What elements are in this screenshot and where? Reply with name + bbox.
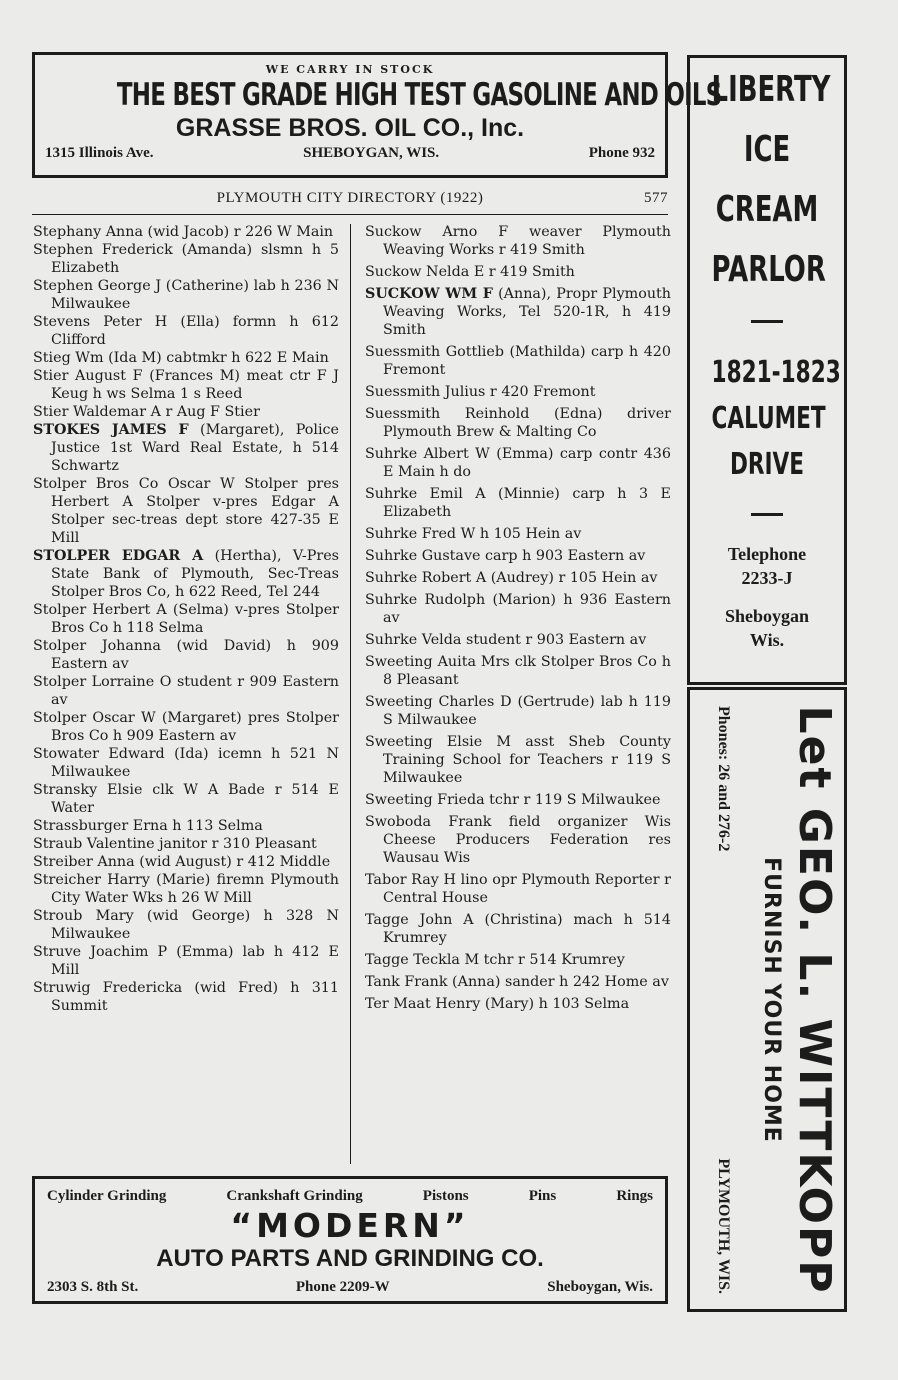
entry-text: (Hertha), V-Pres State Bank of Plymouth, Sec-Treas Stolper Bros Co, h 622 Reed, Tel 244 xyxy=(51,548,339,600)
ad-name-line: CREAM xyxy=(715,189,819,230)
directory-entry xyxy=(33,313,339,349)
ad-name-line: PARLOR xyxy=(711,249,826,290)
entry-text: Straub Valentine janitor r 310 Pleasant xyxy=(33,836,317,852)
ad-name-line: LIBERTY xyxy=(711,69,831,110)
directory-entry xyxy=(33,835,339,853)
ad-address: CALUMET xyxy=(711,401,826,436)
ad-tagline: WE CARRY IN STOCK xyxy=(265,63,435,76)
directory-entry xyxy=(365,383,671,401)
entry-text: Stolper Oscar W (Margaret) pres Stolper Bros Co h 909 Eastern av xyxy=(33,710,339,744)
entry-text: Streiber Anna (wid August) r 412 Middle xyxy=(33,854,331,870)
entry-text: (Margaret), Police Justice 1st Ward Real Estate, h 514 Schwartz xyxy=(51,422,339,474)
directory-entry xyxy=(365,263,671,281)
entry-text: Stevens Peter H (Ella) formn h 612 Clifford xyxy=(33,314,339,348)
ad-company-name: GRASSE BROS. OIL CO., Inc. xyxy=(175,114,525,142)
ad-service: Rings xyxy=(616,1188,653,1204)
entry-name-bold: SUCKOW WM F xyxy=(365,286,493,302)
entry-text: Stier August F (Frances M) meat ctr F J Keug h ws Selma 1 s Reed xyxy=(33,368,339,402)
ad-divider xyxy=(751,320,783,323)
directory-entry xyxy=(33,979,339,1015)
entry-text: Ter Maat Henry (Mary) h 103 Selma xyxy=(365,996,630,1012)
ad-headline: Let GEO. L. WITTKOPP xyxy=(789,705,840,1294)
ad-contact-line xyxy=(35,1279,665,1296)
directory-entry xyxy=(365,911,671,947)
directory-entry xyxy=(33,745,339,781)
ad-address: 1821-1823 xyxy=(711,355,841,390)
directory-entry xyxy=(33,637,339,673)
entry-text: Sweeting Elsie M asst Sheb County Training School for Teachers r 119 S Milwaukee xyxy=(365,734,671,786)
ad-phone: Phone 2209-W xyxy=(295,1279,390,1295)
ad-company-name: AUTO PARTS AND GRINDING CO. xyxy=(156,1245,544,1272)
ad-address: 1315 Illinois Ave. xyxy=(45,145,154,161)
column-divider xyxy=(350,224,351,1164)
entry-text: Suessmith Reinhold (Edna) driver Plymouth Brew & Malting Co xyxy=(365,406,671,440)
ad-headline: THE BEST GRADE HIGH TEST GASOLINE AND OILS xyxy=(116,77,722,113)
entry-text: Suhrke Rudolph (Marion) h 936 Eastern av xyxy=(365,592,671,626)
directory-entry xyxy=(33,853,339,871)
directory-entry xyxy=(365,791,671,809)
directory-entry xyxy=(365,405,671,441)
header-divider xyxy=(32,214,668,215)
directory-entry xyxy=(33,781,339,817)
ad-service: Cylinder Grinding xyxy=(47,1188,167,1204)
entry-text: Swoboda Frank field organizer Wis Cheese Producers Federation res Wausau Wis xyxy=(365,814,671,866)
directory-entry xyxy=(365,631,671,649)
ad-state: Wis. xyxy=(749,630,785,650)
entry-text: Stephany Anna (wid Jacob) r 226 W Main xyxy=(33,224,334,240)
directory-entry xyxy=(365,951,671,969)
directory-entry xyxy=(33,367,339,403)
directory-entry xyxy=(365,485,671,521)
page-number: 577 xyxy=(644,190,668,206)
entry-text: Suhrke Fred W h 105 Hein av xyxy=(365,526,582,542)
directory-entry xyxy=(33,817,339,835)
ad-service: Pins xyxy=(528,1188,557,1204)
entry-text: Stolper Herbert A (Selma) v-pres Stolper Bros Co h 118 Selma xyxy=(33,602,339,636)
page-header xyxy=(32,190,668,207)
directory-entry xyxy=(365,285,671,339)
entry-text: Stieg Wm (Ida M) cabtmkr h 622 E Main xyxy=(33,350,329,366)
directory-entry xyxy=(33,223,339,241)
directory-entry xyxy=(33,907,339,943)
directory-entry xyxy=(365,813,671,867)
entry-text: (Anna), Propr Plymouth Weaving Works, Tel 520-1R, h 419 Smith xyxy=(383,286,671,338)
entry-text: Streicher Harry (Marie) firemn Plymouth City Water Wks h 26 W Mill xyxy=(33,872,339,906)
entry-text: Tank Frank (Anna) sander h 242 Home av xyxy=(365,974,669,990)
entry-text: Sweeting Auita Mrs clk Stolper Bros Co h 8 Pleasant xyxy=(365,654,671,688)
entry-text: Struve Joachim P (Emma) lab h 412 E Mill xyxy=(33,944,339,978)
ad-phone: Phones: 26 and 276-2 xyxy=(715,705,732,851)
wittkopp-advertisement xyxy=(687,687,847,1312)
directory-entry xyxy=(33,871,339,907)
directory-entry xyxy=(33,277,339,313)
ad-city: PLYMOUTH, WIS. xyxy=(715,1157,732,1294)
entry-text: Suhrke Albert W (Emma) carp contr 436 E Main h do xyxy=(365,446,671,480)
ad-phone: Phone 932 xyxy=(588,145,655,161)
ad-service: Crankshaft Grinding xyxy=(226,1188,363,1204)
directory-entry xyxy=(33,403,339,421)
ad-contact-line xyxy=(714,700,732,1300)
entry-text: Sweeting Frieda tchr r 119 S Milwaukee xyxy=(365,792,661,808)
ad-service: Pistons xyxy=(422,1188,469,1204)
ad-address: 2303 S. 8th St. xyxy=(47,1279,139,1295)
rotated-ad-text xyxy=(692,700,842,1300)
ad-city: Sheboygan, Wis. xyxy=(547,1279,653,1295)
entry-text: Suhrke Gustave carp h 903 Eastern av xyxy=(365,548,646,564)
directory-entry xyxy=(365,973,671,991)
directory-entry xyxy=(33,349,339,367)
entry-text: Stransky Elsie clk W A Bade r 514 E Water xyxy=(33,782,339,816)
directory-entry xyxy=(365,591,671,627)
directory-entry xyxy=(33,601,339,637)
ad-divider xyxy=(751,513,783,516)
entry-text: Suessmith Julius r 420 Fremont xyxy=(365,384,596,400)
entry-text: Suhrke Velda student r 903 Eastern av xyxy=(365,632,647,648)
directory-entry xyxy=(33,673,339,709)
entry-text: Tagge John A (Christina) mach h 514 Krumrey xyxy=(365,912,671,946)
entry-name-bold: STOLPER EDGAR A xyxy=(33,548,204,564)
entry-text: Suhrke Emil A (Minnie) carp h 3 E Elizabeth xyxy=(365,486,671,520)
liberty-ice-cream-advertisement xyxy=(687,55,847,685)
directory-entry xyxy=(365,223,671,259)
directory-column-left xyxy=(33,223,339,1015)
entry-text: Struwig Fredericka (wid Fred) h 311 Summit xyxy=(33,980,339,1014)
directory-entry xyxy=(365,733,671,787)
page-title: PLYMOUTH CITY DIRECTORY (1922) xyxy=(216,190,484,206)
entry-text: Stier Waldemar A r Aug F Stier xyxy=(33,404,260,420)
entry-text: Strassburger Erna h 113 Selma xyxy=(33,818,263,834)
entry-name-bold: STOKES JAMES F xyxy=(33,422,189,438)
directory-entry xyxy=(33,421,339,475)
entry-text: Suckow Arno F weaver Plymouth Weaving Works r 419 Smith xyxy=(365,224,671,258)
entry-text: Suckow Nelda E r 419 Smith xyxy=(365,264,575,280)
directory-entry xyxy=(365,995,671,1013)
ad-slogan: FURNISH YOUR HOME xyxy=(759,856,784,1143)
ad-tel-label: Telephone xyxy=(727,544,807,564)
ad-city: SHEBOYGAN, WIS. xyxy=(303,145,440,161)
entry-text: Stroub Mary (wid George) h 328 N Milwaukee xyxy=(33,908,339,942)
directory-entry xyxy=(365,569,671,587)
directory-entry xyxy=(33,547,339,601)
ad-phone: 2233-J xyxy=(741,568,793,588)
ad-services xyxy=(35,1188,665,1205)
entry-text: Tagge Teckla M tchr r 514 Krumrey xyxy=(365,952,625,968)
entry-text: Stolper Johanna (wid David) h 909 Eastern av xyxy=(33,638,339,672)
entry-text: Stowater Edward (Ida) icemn h 521 N Milwaukee xyxy=(33,746,339,780)
directory-column-right xyxy=(365,223,671,1017)
entry-text: Suhrke Robert A (Audrey) r 105 Hein av xyxy=(365,570,658,586)
directory-entry xyxy=(365,445,671,481)
directory-entry xyxy=(365,653,671,689)
directory-entry xyxy=(365,525,671,543)
ad-city: Sheboygan xyxy=(724,606,810,626)
directory-entry xyxy=(33,943,339,979)
top-advertisement xyxy=(32,52,722,178)
directory-entry xyxy=(33,241,339,277)
ad-contact-line xyxy=(35,145,665,162)
directory-entry xyxy=(365,343,671,379)
entry-text: Sweeting Charles D (Gertrude) lab h 119 S Milwaukee xyxy=(365,694,671,728)
ad-address: DRIVE xyxy=(729,447,805,482)
entry-text: Stephen George J (Catherine) lab h 236 N Milwaukee xyxy=(33,278,339,312)
ad-name-line: ICE xyxy=(743,129,791,170)
entry-text: Stolper Bros Co Oscar W Stolper pres Herbert A Stolper v-pres Edgar A Stolper sec-treas dept store 427-35 E Mill xyxy=(33,476,339,546)
directory-entry xyxy=(33,709,339,745)
entry-text: Stolper Lorraine O student r 909 Eastern av xyxy=(33,674,339,708)
entry-text: Stephen Frederick (Amanda) slsmn h 5 Elizabeth xyxy=(33,242,339,276)
entry-text: Tabor Ray H lino opr Plymouth Reporter r Central House xyxy=(365,872,671,906)
directory-entry xyxy=(33,475,339,547)
directory-entry xyxy=(365,871,671,907)
directory-entry xyxy=(365,693,671,729)
directory-entry xyxy=(365,547,671,565)
entry-text: Suessmith Gottlieb (Mathilda) carp h 420 Fremont xyxy=(365,344,671,378)
ad-brand: “MODERN” xyxy=(230,1206,470,1245)
bottom-advertisement xyxy=(32,1176,668,1304)
